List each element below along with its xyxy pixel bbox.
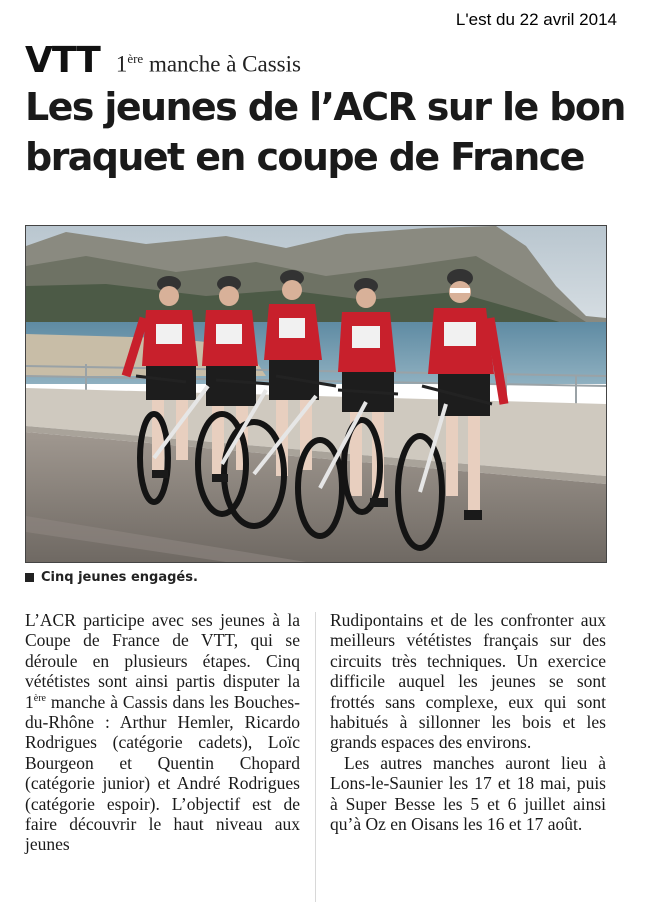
- article-paragraph-2: Les autres manches auront lieu à Lons-le-Saunier les 17 et 18 mai, puis à Super Besse les 5 et 6 juillet ainsi qu’à Oz en Oisans les 16 et 17 août.: [330, 752, 606, 835]
- p1-before: L’ACR participe avec ses jeunes à la Coupe de France de VTT, qui se déroule en plusieurs étapes. Cinq vététistes sont ainsi partis disputer la 1: [25, 610, 300, 712]
- article-paragraph-1: [25, 610, 300, 855]
- kicker-ordinal-suffix: ère: [127, 51, 144, 67]
- caption-bullet-icon: [25, 573, 34, 582]
- rubric-label: VTT: [25, 40, 100, 81]
- photo-five-cyclists-icon: [26, 226, 606, 562]
- headline: Les jeunes de l’ACR sur le bon braquet en coupe de France: [25, 85, 625, 179]
- dateline: L'est du 22 avril 2014: [455, 10, 617, 29]
- article-column-left: [25, 610, 300, 855]
- kicker-subtitle: [116, 51, 301, 78]
- photo-caption: [25, 570, 198, 585]
- p1-ordinal-suffix: ère: [33, 692, 46, 704]
- kicker-ordinal: 1: [115, 52, 128, 77]
- kicker-text: manche à Cassis: [143, 52, 301, 77]
- kicker: [25, 40, 301, 81]
- p1-after: manche à Cassis dans les Bouches-du-Rhône : Arthur Hemler, Ricardo Rodrigues (catégorie cadets), Loïc Bourgeon et Quentin Chopard (catégorie junior) et André Rodrigues (catégorie espoir). L’objectif est de faire découvrir le haut niveau aux jeunes: [25, 691, 300, 855]
- column-divider: [315, 612, 316, 902]
- article-photo: [25, 225, 607, 563]
- article-paragraph-1-continued: Rudipontains et de les confronter aux meilleurs vététistes français sur des circuits très techniques. Un exercice difficile auquel les jeunes se sont frottés sans complexe, eux qui sont habitués à sillonner les bois et les grands espaces des environs.: [330, 610, 606, 753]
- caption-text: Cinq jeunes engagés.: [41, 570, 198, 585]
- article-column-right: [330, 610, 606, 834]
